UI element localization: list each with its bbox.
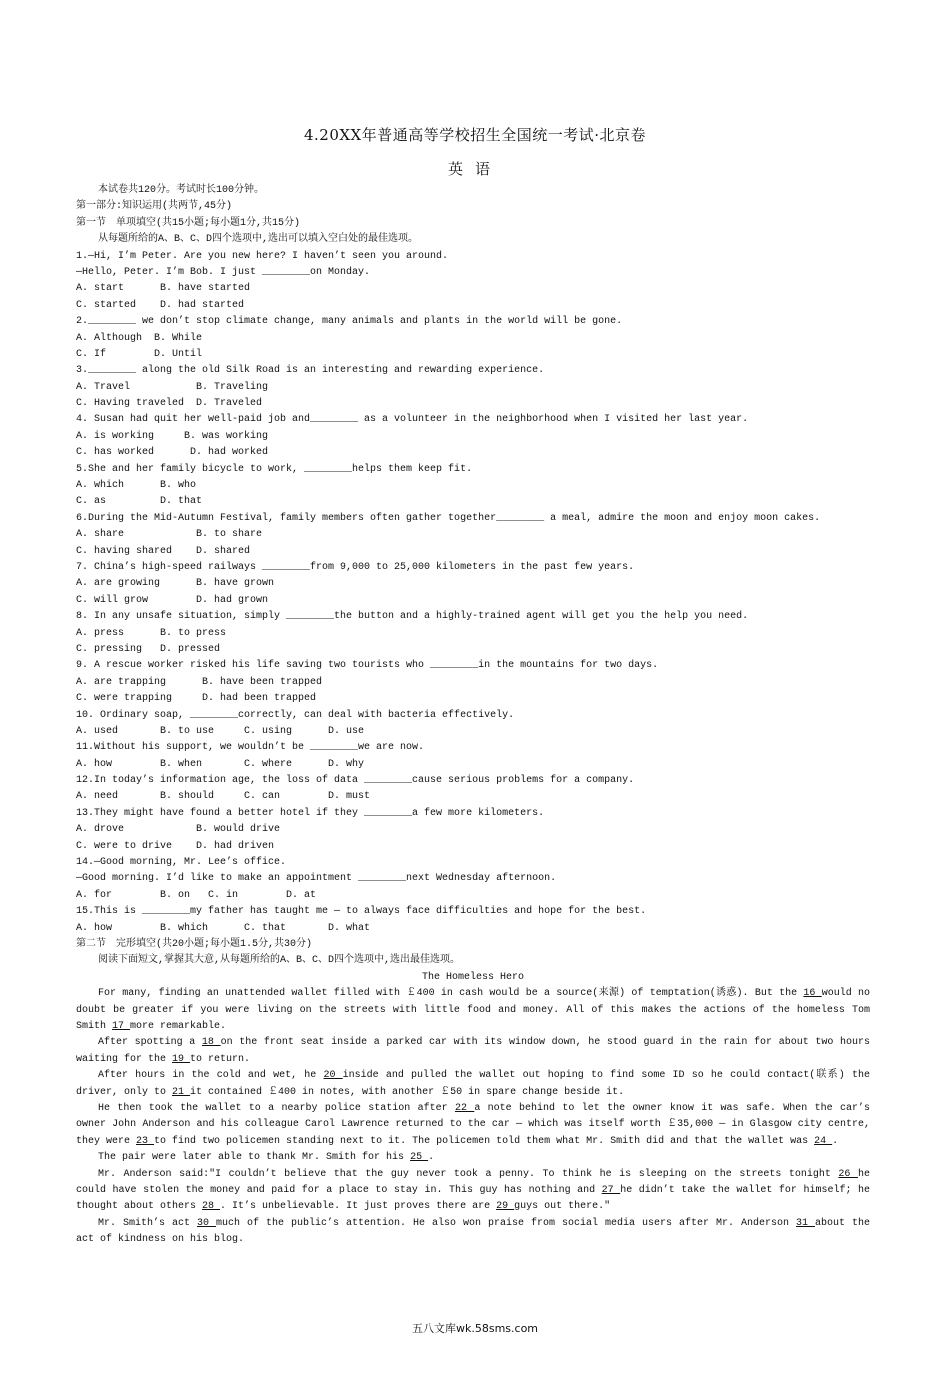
blank-number: 22 — [454, 1102, 475, 1114]
question-stem: 11.Without his support, we wouldn’t be ________we are now. — [76, 742, 425, 754]
blank-number: 25 — [410, 1152, 429, 1164]
question-options: A. press B. to press — [76, 627, 227, 639]
question-item — [76, 806, 870, 855]
question-options: A. which B. who — [76, 480, 197, 492]
question-options: A. is working B. was working — [76, 430, 269, 442]
question-options: A. need B. should C. can D. must — [76, 791, 371, 803]
footer-watermark: 五八文库wk.58sms.com — [411, 1322, 539, 1335]
question-item — [76, 412, 870, 461]
question-item — [76, 740, 870, 773]
passage-text: about the act of kindness on his blog. — [76, 1217, 870, 1246]
part-heading: 第一部分:知识运用(共两节,45分) — [76, 201, 233, 213]
section-heading: 第一节 单项填空(共15小题;每小题1分,共15分) — [76, 217, 301, 229]
passage-text: After hours in the cold and wet, he — [98, 1070, 324, 1082]
question-options: C. Having traveled D. Traveled — [76, 398, 263, 410]
subject-title: 英语 — [447, 160, 502, 178]
passage-text: to find two policemen standing next to it. The policemen told them what Mr. Smith did and that the wallet was — [154, 1135, 815, 1147]
passage-paragraph — [76, 1035, 870, 1068]
passage-text: he didn’t take the wallet for himself; he thought about others — [76, 1185, 870, 1213]
question-stem: 12.In today’s information age, the loss of data ________cause serious problems for a company. — [76, 775, 635, 787]
passage-text: After spotting a — [98, 1037, 202, 1049]
blank-number: 16 — [803, 988, 822, 1000]
question-stem: 8. In any unsafe situation, simply ________the button and a highly-trained agent will get you the help you need. — [76, 611, 749, 623]
question-item — [76, 855, 870, 904]
passage-paragraph — [76, 986, 870, 1035]
passage-text: on the front seat inside a parked car with its window down, he stood guard in the rain for about two hours waiting for the — [76, 1037, 870, 1065]
question-options: A. for B. on C. in D. at — [76, 889, 317, 901]
passage-text: a note behind to let the owner know it was safe. When the car’s owner John Anderson and his colleague Carol Lawrence returned to the car — which was itself worth ￡35,000 — in Glasgow city centre, they were — [76, 1102, 870, 1147]
question-item — [76, 511, 870, 560]
question-options: A. share B. to share — [76, 529, 263, 541]
question-options: C. will grow D. had grown — [76, 594, 269, 606]
question-stem: 5.She and her family bicycle to work, ________helps them keep fit. — [76, 463, 473, 475]
blank-number: 21 — [172, 1086, 191, 1098]
passage-text: Mr. Anderson said:"I couldn’t believe that the guy never took a penny. To think he is sleeping on the streets tonight — [98, 1168, 839, 1180]
passage-text: much of the public’s attention. He also won praise from social media users after Mr. Anderson — [216, 1217, 796, 1229]
passage-text: to return. — [190, 1053, 251, 1065]
question-stem: 7. China’s high-speed railways ________from 9,000 to 25,000 kilometers in the past few years. — [76, 561, 635, 573]
passage-title: The Homeless Hero — [421, 971, 525, 983]
question-options: A. Travel B. Traveling — [76, 381, 269, 393]
passage-text: he could have stolen the money and paid for a place to stay in. This guy has nothing and — [76, 1168, 870, 1197]
passage-paragraph — [76, 1150, 870, 1166]
question-stem: 14.—Good morning, Mr. Lee’s office. — [76, 857, 287, 869]
question-options: C. pressing D. pressed — [76, 643, 221, 655]
question-stem: 1.—Hi, I’m Peter. Are you new here? I haven’t seen you around. — [76, 250, 449, 262]
question-options: A. are growing B. have grown — [76, 578, 275, 590]
exam-title: 4.20XX年普通高等学校招生全国统一考试·北京卷 — [303, 126, 647, 144]
question-stem: 2.________ we don’t stop climate change, many animals and plants in the world will be gone. — [76, 316, 623, 328]
question-item — [76, 609, 870, 658]
section-direction: 从每题所给的A、B、C、D四个选项中,选出可以填入空白处的最佳选项。 — [98, 234, 419, 246]
blank-number: 23 — [136, 1135, 155, 1147]
passage-text: Mr. Smith’s act — [98, 1217, 197, 1229]
passage-text: would no doubt be greater if you were living on the streets with little food and money. All of this makes the actions of the homeless Tom Smith — [76, 988, 870, 1032]
passage-text: . It’s unbelievable. It just proves there are — [220, 1201, 497, 1213]
question-options: C. were to drive D. had driven — [76, 840, 275, 852]
blank-number: 26 — [838, 1168, 858, 1180]
question-options: A. are trapping B. have been trapped — [76, 676, 323, 688]
blank-number: 24 — [814, 1135, 833, 1147]
blank-number: 28 — [202, 1201, 221, 1213]
question-item — [76, 249, 870, 315]
passage-text: The pair were later able to thank Mr. Smith for his — [98, 1152, 411, 1164]
blank-number: 27 — [601, 1185, 621, 1197]
exam-info: 本试卷共120分。考试时长100分钟。 — [98, 185, 265, 196]
question-options: C. has worked D. had worked — [76, 447, 269, 459]
document-body — [76, 183, 870, 1249]
question-stem: —Hello, Peter. I’m Bob. I just ________on Monday. — [76, 266, 371, 278]
blank-number: 20 — [323, 1070, 343, 1082]
blank-number: 30 — [197, 1217, 216, 1229]
question-options: A. start B. have started — [76, 283, 251, 295]
question-options: A. used B. to use C. using D. use — [76, 725, 365, 737]
question-options: C. started D. had started — [76, 299, 245, 311]
passage-text: more remarkable. — [130, 1020, 227, 1032]
blank-number: 31 — [795, 1217, 815, 1229]
question-stem: 15.This is ________my father has taught me — to always face difficulties and hope for the best. — [76, 906, 647, 918]
question-options: A. drove B. would drive — [76, 824, 281, 836]
blank-number: 17 — [112, 1020, 131, 1032]
question-options: A. how B. which C. that D. what — [76, 922, 371, 934]
passage-text: . — [428, 1152, 435, 1164]
question-stem: 9. A rescue worker risked his life saving two tourists who ________in the mountains for two days. — [76, 660, 659, 672]
question-options: A. how B. when C. where D. why — [76, 758, 365, 770]
passage-text: inside and pulled the wallet out hoping to find some ID so he could contact(联系) the driver, only to — [76, 1070, 870, 1098]
passage-text: guys out there." — [514, 1201, 611, 1213]
question-item — [76, 904, 870, 937]
question-item — [76, 462, 870, 511]
question-item — [76, 314, 870, 363]
question-list — [76, 249, 870, 937]
question-item — [76, 773, 870, 806]
question-stem: 13.They might have found a better hotel if they ________a few more kilometers. — [76, 807, 545, 819]
question-item — [76, 560, 870, 609]
passage-paragraph — [76, 1216, 870, 1249]
blank-number: 29 — [496, 1201, 515, 1213]
question-item — [76, 708, 870, 741]
passage-paragraph — [76, 1101, 870, 1150]
question-stem: 4. Susan had quit her well-paid job and________ as a volunteer in the neighborhood when I visited her last year. — [76, 414, 749, 426]
blank-number: 18 — [201, 1037, 221, 1049]
passage-text: For many, finding an unattended wallet filled with ￡400 in cash would be a source(来源) of temptation(诱惑). But the — [98, 988, 804, 1000]
question-options: C. were trapping D. had been trapped — [76, 693, 317, 705]
question-options: C. having shared D. shared — [76, 545, 251, 557]
passage-paragraph — [76, 1068, 870, 1101]
question-stem: —Good morning. I’d like to make an appointment ________next Wednesday afternoon. — [76, 873, 557, 885]
question-stem: 3.________ along the old Silk Road is an interesting and rewarding experience. — [76, 365, 545, 377]
question-stem: 10. Ordinary soap, ________correctly, can deal with bacteria effectively. — [76, 709, 515, 721]
section2-direction: 阅读下面短文,掌握其大意,从每题所给的A、B、C、D四个选项中,选出最佳选项。 — [98, 955, 461, 967]
passage-paragraph — [76, 1167, 870, 1216]
blank-number: 19 — [172, 1053, 191, 1065]
section2-heading: 第二节 完形填空(共20小题;每小题1.5分,共30分) — [76, 938, 313, 950]
question-stem: 6.During the Mid-Autumn Festival, family members often gather together________ a meal, admire the moon and enjoy moon cakes. — [76, 512, 821, 524]
question-options: A. Although B. While — [76, 332, 203, 344]
passage-text: . — [832, 1135, 839, 1147]
passage-text: it contained ￡400 in notes, with another ￡50 in spare change beside it. — [190, 1086, 625, 1098]
question-options: C. as D. that — [76, 496, 203, 508]
passage — [76, 986, 870, 1249]
question-options: C. If D. Until — [76, 348, 203, 360]
passage-text: He then took the wallet to a nearby police station after — [98, 1102, 455, 1114]
question-item — [76, 658, 870, 707]
question-item — [76, 363, 870, 412]
